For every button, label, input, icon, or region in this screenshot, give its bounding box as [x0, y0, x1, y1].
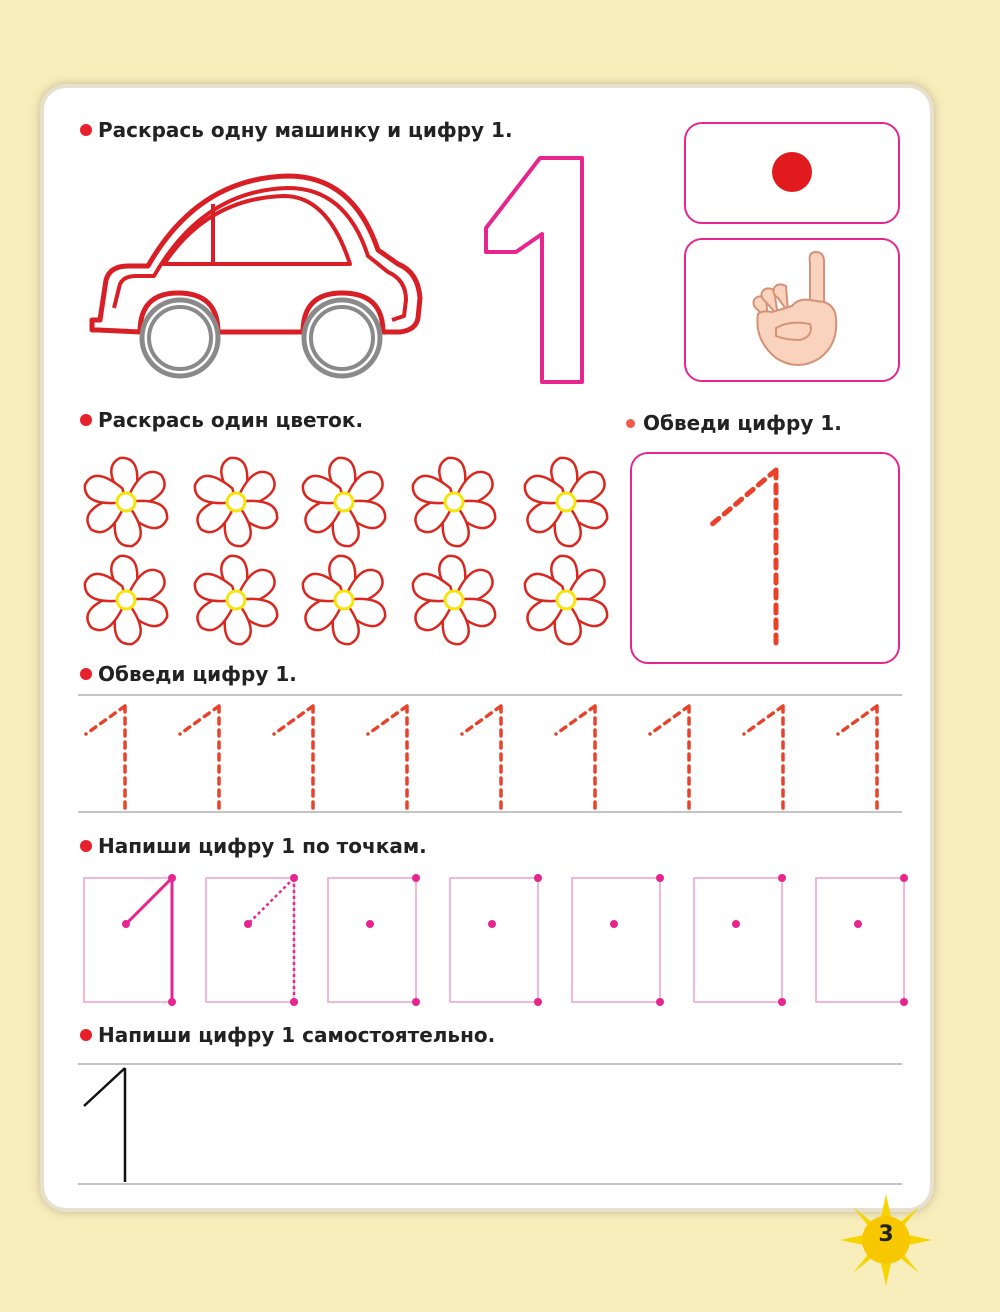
finger-hand-icon [686, 240, 897, 379]
trace-row[interactable] [78, 694, 902, 816]
flower-icon [520, 556, 611, 644]
task-heading-write-self [80, 1023, 495, 1047]
task-heading-color-flower [80, 408, 363, 432]
dotted-digit-one [710, 470, 776, 650]
big-digit-one-outline[interactable] [478, 150, 598, 390]
flower-icon [520, 458, 611, 546]
task-heading-color-car [80, 118, 513, 142]
one-dot-box [684, 122, 900, 224]
task-text: Раскрась один цветок. [98, 408, 364, 432]
red-dot-icon [772, 152, 812, 192]
task-text: Обведи цифру 1. [98, 662, 297, 686]
task-text: Раскрась одну машинку и цифру 1. [98, 118, 513, 142]
flower-icon [408, 556, 499, 644]
flower-icon [408, 458, 499, 546]
task-text: Обведи цифру 1. [643, 411, 842, 435]
task-heading-write-dots [80, 834, 427, 858]
flower-icon [190, 556, 281, 644]
write-self-row[interactable] [78, 1062, 902, 1188]
flowers-grid [76, 452, 621, 652]
bullet-icon [80, 668, 92, 680]
flower-icon [80, 556, 171, 644]
page-number: 3 [878, 1222, 894, 1247]
car-icon[interactable] [88, 168, 433, 388]
task-heading-trace-row [80, 662, 297, 686]
flower-icon [80, 458, 171, 546]
bullet-icon [626, 419, 635, 428]
flower-icon [298, 458, 389, 546]
trace-big-box[interactable] [630, 452, 900, 664]
flower-icon [298, 556, 389, 644]
task-text: Напиши цифру 1 самостоятельно. [98, 1023, 496, 1047]
task-heading-trace-big [626, 411, 842, 435]
bullet-icon [80, 840, 92, 852]
bullet-icon [80, 1029, 92, 1041]
bullet-icon [80, 124, 92, 136]
task-text: Напиши цифру 1 по точкам. [98, 834, 427, 858]
dot-cells[interactable] [80, 872, 910, 1012]
one-finger-box [684, 238, 900, 382]
sample-digit-one [84, 1068, 125, 1182]
flower-icon [190, 458, 281, 546]
bullet-icon [80, 414, 92, 426]
page-number-badge [838, 1192, 934, 1288]
